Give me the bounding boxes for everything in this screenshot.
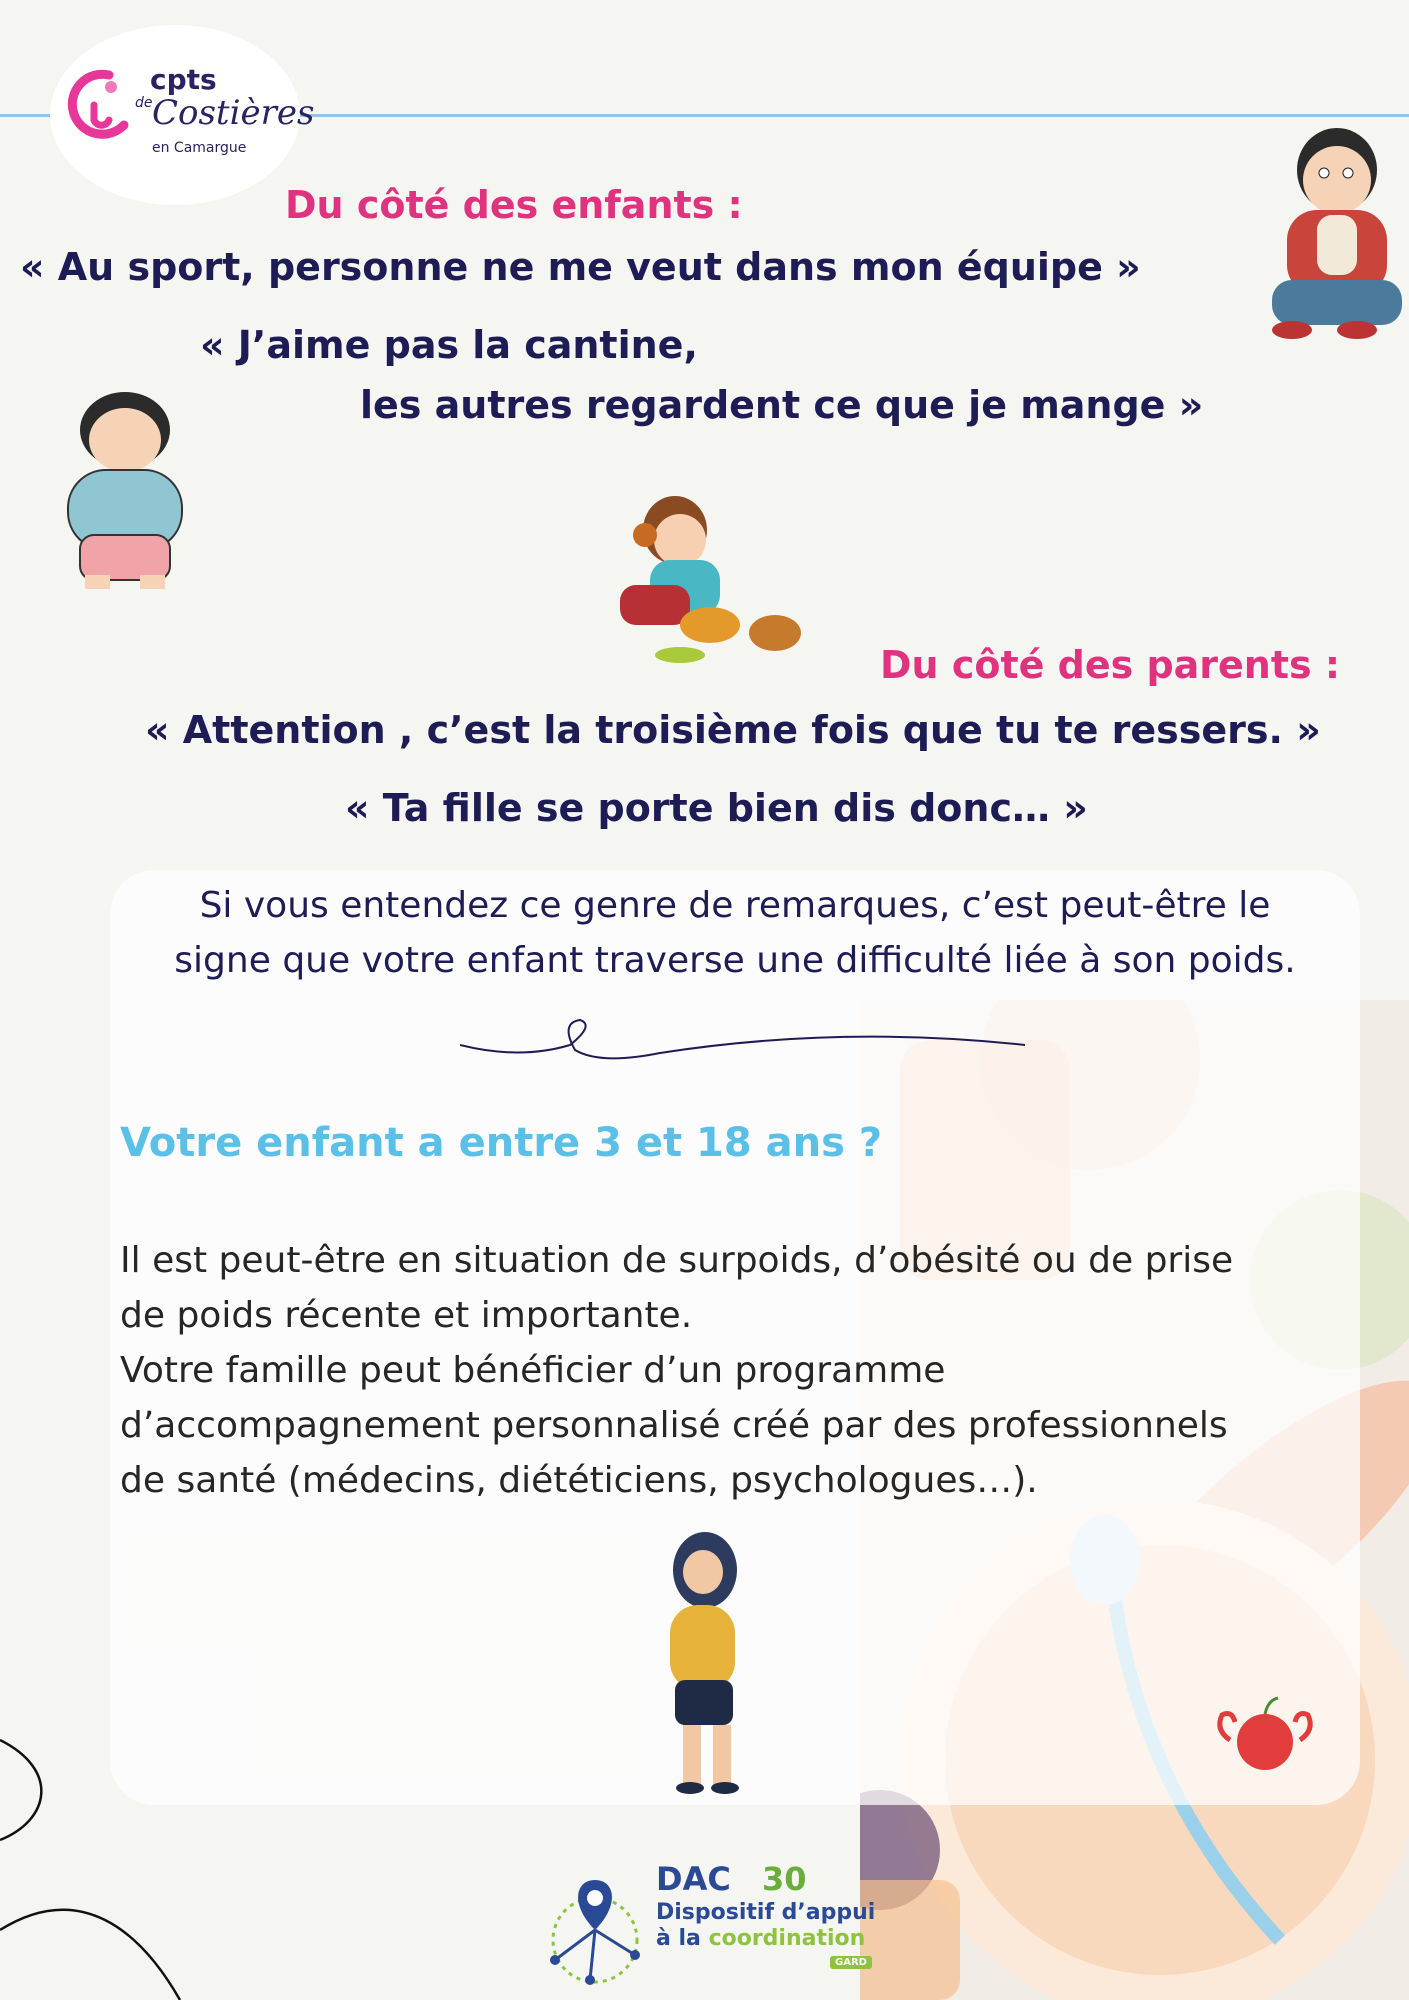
intro-line-1: Si vous entendez ce genre de remarques, c’est peut-être le — [199, 885, 1271, 926]
age-question-heading: Votre enfant a entre 3 et 18 ans ? — [120, 1120, 883, 1166]
body-line-4: d’accompagnement personnalisé créé par des professionnels — [120, 1405, 1228, 1446]
body-line-2: de poids récente et importante. — [120, 1295, 693, 1336]
girl-standing-illustration — [40, 385, 210, 595]
logo-swirl-icon — [64, 65, 134, 155]
decorative-swash-line — [460, 1015, 1025, 1065]
dac-line-1: Dispositif d’appui — [656, 1900, 876, 1925]
children-heading: Du côté des enfants : — [285, 183, 743, 227]
parents-heading: Du côté des parents : — [880, 643, 1341, 687]
children-quote-2-line-1: « J’aime pas la cantine, — [200, 323, 698, 367]
boy-eating-fastfood-illustration — [565, 485, 810, 665]
program-description — [120, 1233, 1360, 1508]
dac-number: 30 — [762, 1860, 807, 1898]
boy-sitting-illustration — [1262, 115, 1409, 345]
logo-de-text: de — [135, 95, 153, 111]
logo-costieres-text: Costières — [152, 93, 315, 133]
body-line-1: Il est peut-être en situation de surpoids, d’obésité ou de prise — [120, 1240, 1234, 1281]
children-quote-1: « Au sport, personne ne me veut dans mon équipe » — [20, 245, 1141, 289]
body-line-5: de santé (médecins, diététiciens, psychologues…). — [120, 1460, 1038, 1501]
body-line-3: Votre famille peut bénéficier d’un programme — [120, 1350, 946, 1391]
logo-camargue-text: en Camargue — [152, 140, 247, 156]
logo-cpts-text: cpts — [150, 63, 217, 96]
strong-apple-icon — [1210, 1690, 1320, 1780]
dac30-logo — [540, 1860, 900, 1990]
woman-walking-illustration — [625, 1530, 775, 1810]
parents-quote-1: « Attention , c’est la troisième fois que tu te ressers. » — [145, 708, 1321, 752]
dac-gard-badge: GARD — [830, 1956, 872, 1969]
parents-quote-2: « Ta fille se porte bien dis donc… » — [345, 786, 1088, 830]
children-quote-2-line-2: les autres regardent ce que je mange » — [360, 383, 1204, 427]
dac-line-2 — [656, 1926, 865, 1951]
intro-text — [110, 878, 1360, 988]
dac-title: DAC — [656, 1860, 731, 1898]
network-pin-icon — [540, 1870, 650, 1985]
dac-line-2-prefix: à la — [656, 1926, 709, 1951]
dac-line-2-coordination: coordination — [708, 1926, 866, 1951]
intro-line-2: signe que votre enfant traverse une difficulté liée à son poids. — [174, 940, 1296, 981]
cpts-logo — [50, 25, 315, 205]
